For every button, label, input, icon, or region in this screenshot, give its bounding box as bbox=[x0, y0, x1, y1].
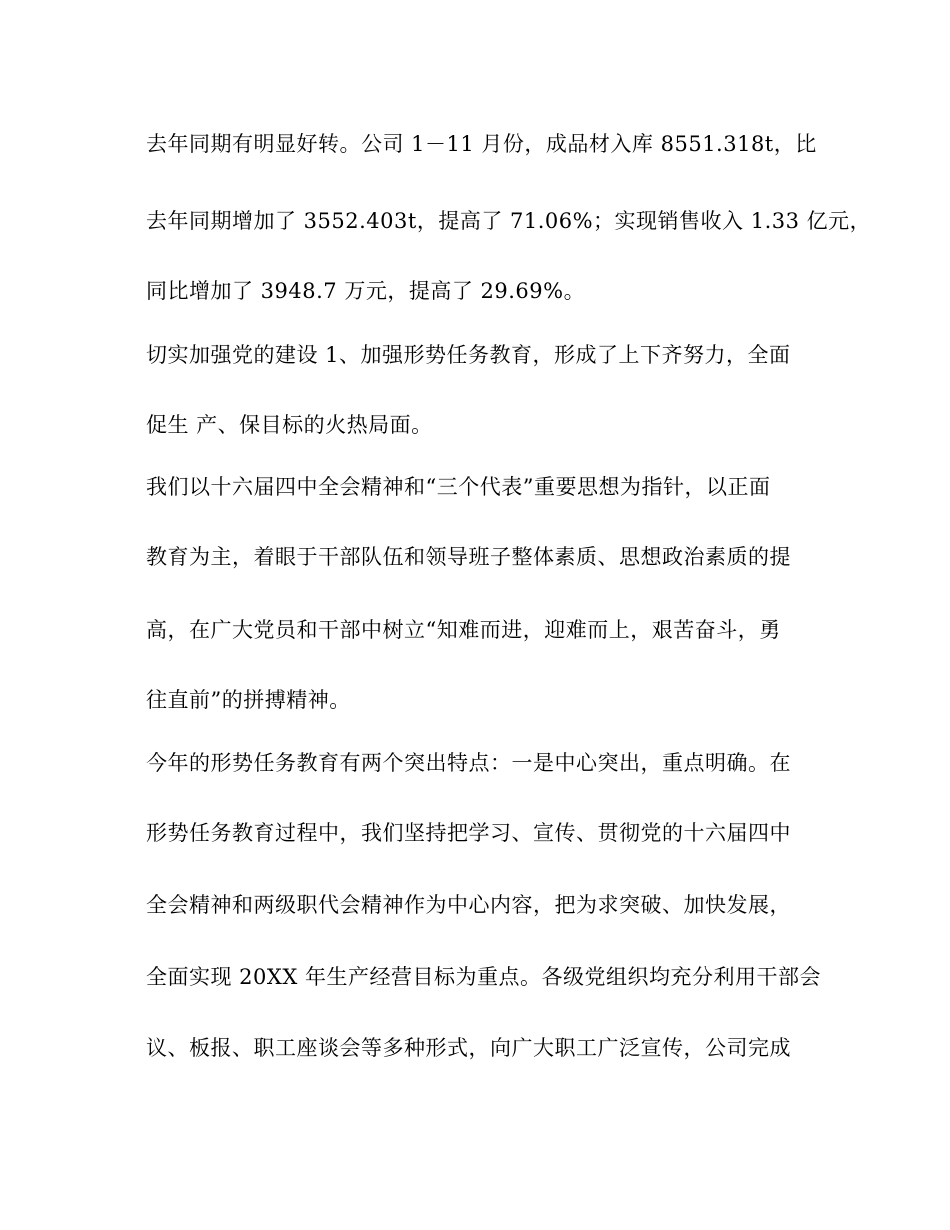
text-line: 去年同期增加了 3552.403t，提高了 71.06%；实现销售收入 1.33 亿元， bbox=[146, 209, 872, 233]
text-line: 促生 产、保目标的火热局面。 bbox=[146, 413, 433, 437]
text-line: 切实加强党的建设 1、加强形势任务教育，形成了上下齐努力，全面 bbox=[146, 343, 791, 367]
text-line: 议、板报、职工座谈会等多种形式，向广大职工广泛宣传，公司完成 bbox=[146, 1036, 791, 1060]
text-line: 往直前”的拼搏精神。 bbox=[146, 688, 351, 712]
text-line: 全会精神和两级职代会精神作为中心内容，把为求突破、加快发展， bbox=[146, 893, 791, 917]
text-line: 今年的形势任务教育有两个突出特点：一是中心突出，重点明确。在 bbox=[146, 751, 791, 775]
text-line: 去年同期有明显好转。公司 1－11 月份，成品材入库 8551.318t，比 bbox=[146, 132, 817, 156]
text-line: 我们以十六届四中全会精神和“三个代表”重要思想为指针，以正面 bbox=[146, 475, 771, 499]
text-line: 同比增加了 3948.7 万元，提高了 29.69%。 bbox=[146, 279, 586, 303]
text-line: 教育为主，着眼于干部队伍和领导班子整体素质、思想政治素质的提 bbox=[146, 545, 791, 569]
text-line: 全面实现 20XX 年生产经营目标为重点。各级党组织均充分利用干部会 bbox=[146, 965, 821, 989]
text-line: 高，在广大党员和干部中树立“知难而进，迎难而上，艰苦奋斗，勇 bbox=[146, 618, 781, 642]
text-line: 形势任务教育过程中，我们坚持把学习、宣传、贯彻党的十六届四中 bbox=[146, 821, 791, 845]
